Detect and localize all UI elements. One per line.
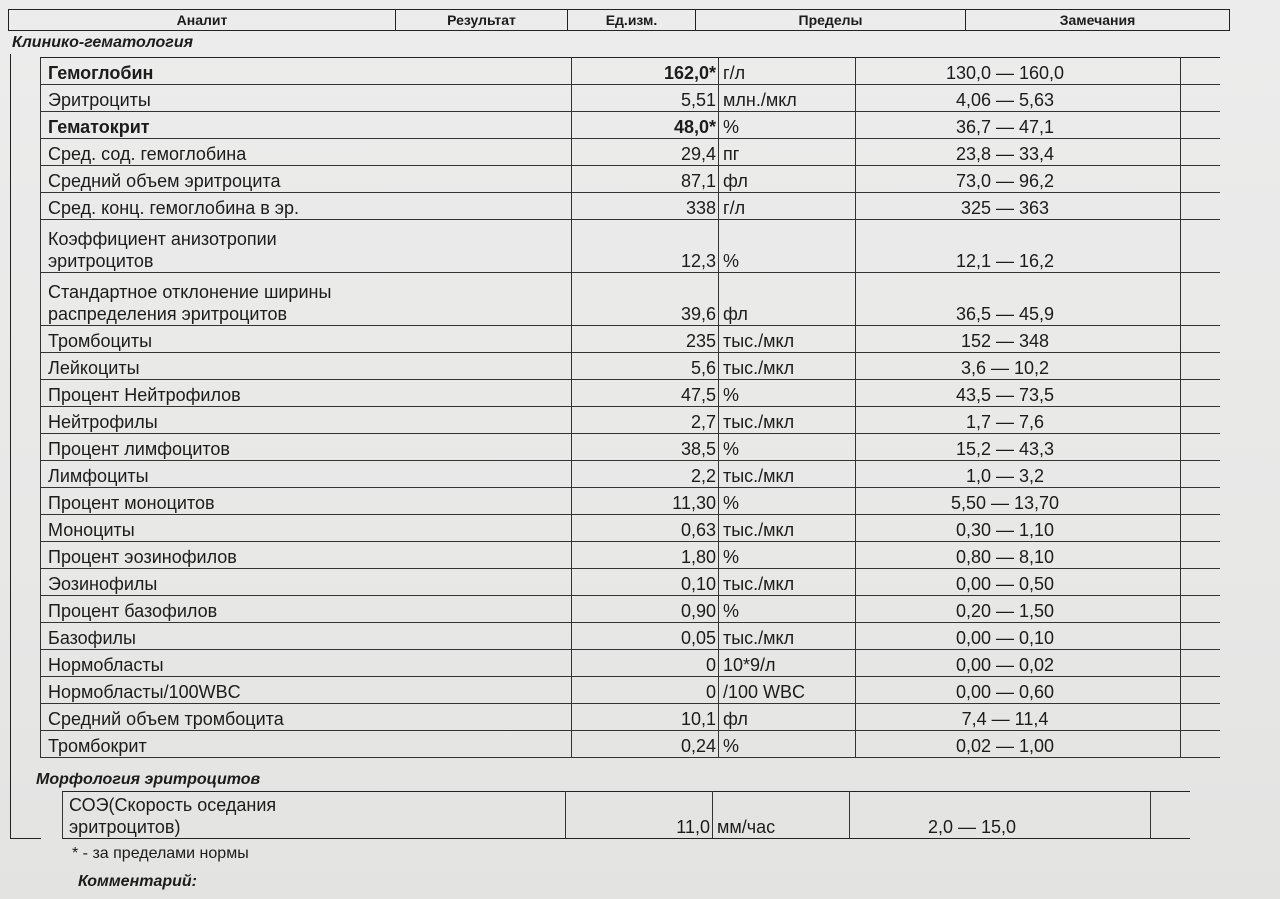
- result-value: 0,90: [572, 596, 719, 623]
- unit-value: мм/час: [713, 792, 850, 839]
- analyte-name: Процент эозинофилов: [41, 542, 572, 569]
- result-value: 11,0: [566, 792, 713, 839]
- result-value: 5,6: [572, 353, 719, 380]
- result-value: 338: [572, 193, 719, 220]
- result-value: 235: [572, 326, 719, 353]
- section-bracket: [10, 54, 41, 839]
- table-row: [41, 677, 1221, 704]
- footnote: * - за пределами нормы: [72, 845, 249, 862]
- note-cell: [1181, 704, 1221, 731]
- result-value: 10,1: [572, 704, 719, 731]
- analyte-name: [63, 792, 566, 839]
- note-cell: [1181, 407, 1221, 434]
- reference-range: 73,0 — 96,2: [856, 166, 1181, 193]
- unit-value: тыс./мкл: [719, 623, 856, 650]
- result-value: 39,6: [572, 273, 719, 326]
- table-row: [41, 542, 1221, 569]
- table-row: [41, 731, 1221, 758]
- unit-value: млн./мкл: [719, 85, 856, 112]
- note-cell: [1181, 569, 1221, 596]
- table-header: [8, 9, 1230, 31]
- analyte-name-text: СОЭ(Скорость оседания эритроцитов): [69, 795, 277, 837]
- unit-value: 10*9/л: [719, 650, 856, 677]
- table-row: [41, 112, 1221, 139]
- unit-value: фл: [719, 273, 856, 326]
- result-value: 0,24: [572, 731, 719, 758]
- note-cell: [1181, 220, 1221, 273]
- result-value: 38,5: [572, 434, 719, 461]
- result-value: 87,1: [572, 166, 719, 193]
- reference-range: 0,00 — 0,02: [856, 650, 1181, 677]
- unit-value: тыс./мкл: [719, 461, 856, 488]
- table-row: [41, 515, 1221, 542]
- table-row: [41, 650, 1221, 677]
- unit-value: фл: [719, 166, 856, 193]
- table-row: [41, 193, 1221, 220]
- analyte-name: Процент лимфоцитов: [41, 434, 572, 461]
- note-cell: [1181, 542, 1221, 569]
- note-cell: [1181, 434, 1221, 461]
- table-row: [41, 488, 1221, 515]
- unit-value: г/л: [719, 58, 856, 85]
- analyte-name: Коэффициент анизотропии эритроцитов: [41, 220, 572, 273]
- analyte-name: Нормобласты/100WBC: [41, 677, 572, 704]
- note-cell: [1181, 166, 1221, 193]
- note-cell: [1181, 380, 1221, 407]
- note-cell: [1181, 677, 1221, 704]
- note-cell: [1181, 650, 1221, 677]
- reference-range: 12,1 — 16,2: [856, 220, 1181, 273]
- analyte-name: Нейтрофилы: [41, 407, 572, 434]
- analyte-name: Средний объем тромбоцита: [41, 704, 572, 731]
- note-cell: [1151, 792, 1191, 839]
- table-row: [41, 326, 1221, 353]
- unit-value: %: [719, 542, 856, 569]
- table-row: [41, 58, 1221, 85]
- note-cell: [1181, 139, 1221, 166]
- analyte-name: Базофилы: [41, 623, 572, 650]
- result-value: 0: [572, 650, 719, 677]
- table-row: [41, 407, 1221, 434]
- reference-range: 152 — 348: [856, 326, 1181, 353]
- analyte-name: Средний объем эритроцита: [41, 166, 572, 193]
- result-value: 11,30: [572, 488, 719, 515]
- unit-value: %: [719, 596, 856, 623]
- analyte-name: Процент базофилов: [41, 596, 572, 623]
- analyte-name: Процент моноцитов: [41, 488, 572, 515]
- analyte-name: Лейкоциты: [41, 353, 572, 380]
- result-value: 0,05: [572, 623, 719, 650]
- result-value: 47,5: [572, 380, 719, 407]
- table-row: [41, 569, 1221, 596]
- note-cell: [1181, 353, 1221, 380]
- unit-value: %: [719, 488, 856, 515]
- header-notes: Замечания: [1059, 12, 1136, 28]
- result-value: 2,7: [572, 407, 719, 434]
- result-value: 0,63: [572, 515, 719, 542]
- result-value: 0,10: [572, 569, 719, 596]
- table-row: [63, 792, 1191, 839]
- analyte-name: Процент Нейтрофилов: [41, 380, 572, 407]
- table-row: [41, 704, 1221, 731]
- reference-range: 4,06 — 5,63: [856, 85, 1181, 112]
- table-row: [41, 273, 1221, 326]
- analyte-name: Тромбокрит: [41, 731, 572, 758]
- reference-range: 130,0 — 160,0: [856, 58, 1181, 85]
- reference-range: 0,02 — 1,00: [856, 731, 1181, 758]
- table-row: [41, 220, 1221, 273]
- note-cell: [1181, 85, 1221, 112]
- reference-range: 0,00 — 0,60: [856, 677, 1181, 704]
- note-cell: [1181, 58, 1221, 85]
- morphology-table: [62, 791, 1190, 839]
- unit-value: %: [719, 220, 856, 273]
- unit-value: фл: [719, 704, 856, 731]
- result-value: 12,3: [572, 220, 719, 273]
- reference-range: 43,5 — 73,5: [856, 380, 1181, 407]
- note-cell: [1181, 623, 1221, 650]
- table-row: [41, 353, 1221, 380]
- unit-value: тыс./мкл: [719, 407, 856, 434]
- header-range: Пределы: [696, 10, 966, 30]
- analyte-name: Эритроциты: [41, 85, 572, 112]
- reference-range: 325 — 363: [856, 193, 1181, 220]
- result-value: 2,2: [572, 461, 719, 488]
- reference-range: 36,7 — 47,1: [856, 112, 1181, 139]
- result-value: 5,51: [572, 85, 719, 112]
- note-cell: [1181, 731, 1221, 758]
- reference-range: 2,0 — 15,0: [850, 792, 1151, 839]
- note-cell: [1181, 488, 1221, 515]
- note-cell: [1181, 461, 1221, 488]
- unit-value: /100 WBC: [719, 677, 856, 704]
- analyte-name: Стандартное отклонение ширины распределения эритроцитов: [41, 273, 572, 326]
- table-row: [41, 166, 1221, 193]
- result-value: 1,80: [572, 542, 719, 569]
- unit-value: %: [719, 380, 856, 407]
- result-value: 0: [572, 677, 719, 704]
- table-row: [41, 380, 1221, 407]
- analyte-name: Сред. конц. гемоглобина в эр.: [41, 193, 572, 220]
- analyte-name: Гематокрит: [41, 112, 572, 139]
- note-cell: [1181, 326, 1221, 353]
- reference-range: 0,00 — 0,50: [856, 569, 1181, 596]
- table-row: [41, 623, 1221, 650]
- header-unit: Ед.изм.: [568, 10, 696, 30]
- analyte-name: Лимфоциты: [41, 461, 572, 488]
- reference-range: 1,0 — 3,2: [856, 461, 1181, 488]
- unit-value: %: [719, 434, 856, 461]
- unit-value: %: [719, 731, 856, 758]
- table-row: [41, 596, 1221, 623]
- header-analyte: Аналит: [9, 10, 396, 30]
- header-result: Результат: [396, 10, 568, 30]
- unit-value: пг: [719, 139, 856, 166]
- note-cell: [1181, 515, 1221, 542]
- unit-value: тыс./мкл: [719, 569, 856, 596]
- analyte-name: Моноциты: [41, 515, 572, 542]
- analyte-name: Гемоглобин: [41, 58, 572, 85]
- analyte-name: Эозинофилы: [41, 569, 572, 596]
- table-row: [41, 461, 1221, 488]
- unit-value: тыс./мкл: [719, 515, 856, 542]
- note-cell: [1181, 112, 1221, 139]
- unit-value: %: [719, 112, 856, 139]
- section-title-hematology: Клинико-гематология: [12, 34, 194, 51]
- result-value: 29,4: [572, 139, 719, 166]
- reference-range: 23,8 — 33,4: [856, 139, 1181, 166]
- reference-range: 5,50 — 13,70: [856, 488, 1181, 515]
- results-table: [40, 57, 1220, 758]
- reference-range: 0,80 — 8,10: [856, 542, 1181, 569]
- comment-label: Комментарий:: [78, 873, 198, 890]
- result-value: 48,0*: [572, 112, 719, 139]
- note-cell: [1181, 193, 1221, 220]
- analyte-name: Тромбоциты: [41, 326, 572, 353]
- unit-value: тыс./мкл: [719, 353, 856, 380]
- reference-range: 36,5 — 45,9: [856, 273, 1181, 326]
- reference-range: 0,30 — 1,10: [856, 515, 1181, 542]
- reference-range: 7,4 — 11,4: [856, 704, 1181, 731]
- analyte-name: Нормобласты: [41, 650, 572, 677]
- result-value: 162,0*: [572, 58, 719, 85]
- analyte-name: Сред. сод. гемоглобина: [41, 139, 572, 166]
- section-title-morphology: Морфология эритроцитов: [36, 771, 261, 788]
- reference-range: 0,20 — 1,50: [856, 596, 1181, 623]
- note-cell: [1181, 273, 1221, 326]
- table-row: [41, 434, 1221, 461]
- reference-range: 3,6 — 10,2: [856, 353, 1181, 380]
- table-row: [41, 139, 1221, 166]
- reference-range: 15,2 — 43,3: [856, 434, 1181, 461]
- reference-range: 0,00 — 0,10: [856, 623, 1181, 650]
- reference-range: 1,7 — 7,6: [856, 407, 1181, 434]
- table-row: [41, 85, 1221, 112]
- note-cell: [1181, 596, 1221, 623]
- unit-value: г/л: [719, 193, 856, 220]
- unit-value: тыс./мкл: [719, 326, 856, 353]
